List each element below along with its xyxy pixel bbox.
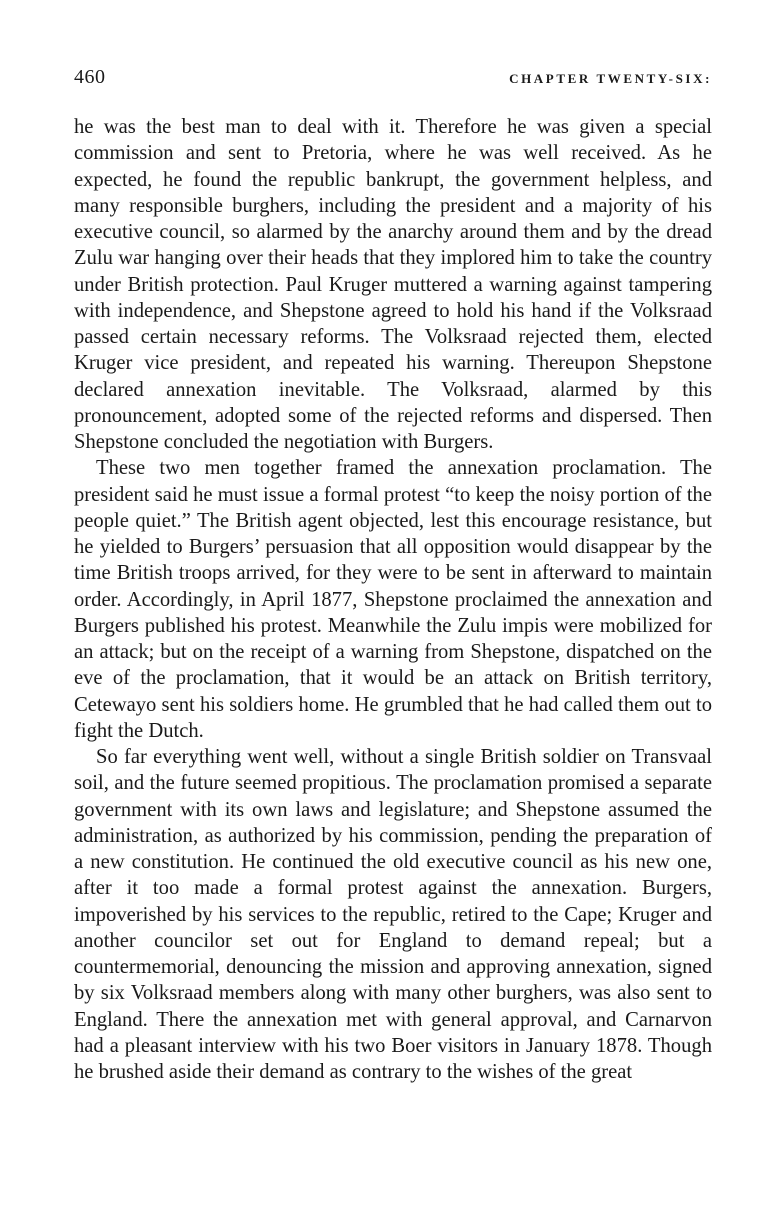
paragraph: These two men together framed the annexation proclamation. The president said he must issue a formal protest “to keep the noisy portion of the people quiet.” The British agent objected, lest this encourage resistance, but he yielded to Burgers’ persuasion that all opposition would disappear by the time British troops arrived, for they were to be sent in afterward to maintain order. Accordingly, in April 1877, Shepstone proclaimed the annexation and Burgers published his protest. Meanwhile the Zulu impis were mobilized for an attack; but on the receipt of a warning from Shepstone, dispatched on the eve of the proclamation, that it would be an attack on British territory, Cetewayo sent his soldiers home. He grumbled that he had called them out to fight the Dutch. xyxy=(74,457,712,742)
running-header xyxy=(74,66,712,94)
paragraph: he was the best man to deal with it. Therefore he was given a special commission and sent to Pretoria, where he was well received. As he expected, he found the republic bankrupt, the government helpless, and many responsible burghers, including the president and a majority of his executive council, so alarmed by the anarchy around them and by the dread Zulu war hanging over their heads that they implored him to take the country under British protection. Paul Kruger muttered a warning against tampering with independence, and Shepstone agreed to hold his hand if the Volksraad passed certain necessary reforms. The Volksraad rejected them, elected Kruger vice president, and repeated his warning. Thereupon Shepstone declared annexation inevitable. The Volksraad, alarmed by this pronouncement, adopted some of the rejected reforms and dispersed. Then Shepstone concluded the negotiation with Burgers. xyxy=(74,116,712,453)
page-number: 460 xyxy=(74,66,106,88)
book-page xyxy=(74,66,712,1085)
paragraph: So far everything went well, without a single British soldier on Transvaal soil, and the future seemed propitious. The proclamation promised a separate government with its own laws and legislature; and Shepstone assumed the administration, as authorized by his commission, pending the preparation of a new constitution. He continued the old executive council as his new one, after it too made a formal protest against the annexation. Burgers, impoverished by his services to the republic, retired to the Cape; Kruger and another councilor set out for England to demand repeal; but a countermemorial, denouncing the mission and approving annexation, signed by six Volksraad members along with many other burghers, was also sent to England. There the annexation met with general approval, and Carnarvon had a pleasant interview with his two Boer visitors in January 1878. Though he brushed aside their demand as contrary to the wishes of the great xyxy=(74,746,712,1083)
body-text xyxy=(74,114,712,1085)
chapter-title: CHAPTER TWENTY-SIX: xyxy=(509,71,712,86)
